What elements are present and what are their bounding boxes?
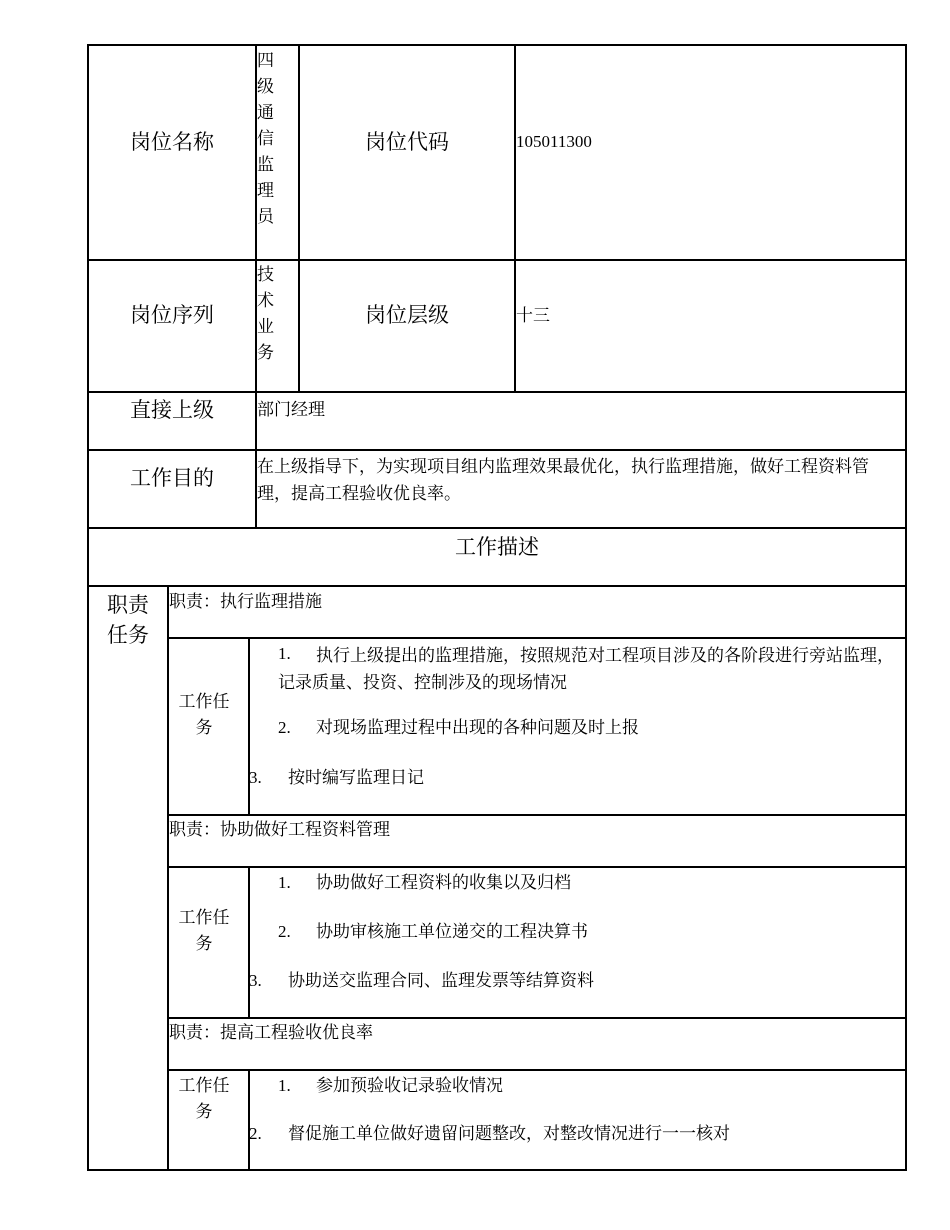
- task-number: 1.: [278, 1076, 291, 1095]
- task-label: 工作任务: [178, 908, 230, 953]
- job-code-value: 105011300: [516, 132, 592, 151]
- task-text: 协助送交监理合同、监理发票等结算资料: [288, 971, 594, 990]
- job-name-label: 岗位名称: [130, 130, 214, 154]
- task-text: 协助审核施工单位递交的工程决算书: [316, 922, 588, 941]
- duty-title: 职责：执行监理措施: [169, 592, 322, 611]
- task-text: 按时编写监理日记: [288, 768, 424, 787]
- task-number: 1.: [278, 873, 291, 892]
- duty-title: 职责：提高工程验收优良率: [169, 1023, 373, 1042]
- job-sequence-label: 岗位序列: [130, 303, 214, 327]
- task-text: 执行上级提出的监理措施，按照规范对工程项目涉及的各阶段进行旁站监理，记录质量、投资、控制涉及的现场情况: [278, 646, 894, 692]
- task-number: 2.: [278, 922, 291, 941]
- task-label: 工作任务: [178, 1076, 230, 1121]
- section-title: 工作描述: [455, 535, 539, 559]
- job-sequence-value: 技术业务: [257, 265, 274, 362]
- purpose-value: 在上级指导下，为实现项目组内监理效果最优化，执行监理措施，做好工程资料管理，提高工程验收优良率。: [257, 457, 869, 503]
- task-label: 工作任务: [178, 692, 230, 737]
- job-code-label: 岗位代码: [365, 130, 449, 154]
- job-level-value: 十三: [516, 306, 550, 325]
- superior-value: 部门经理: [257, 400, 325, 419]
- superior-label: 直接上级: [130, 398, 214, 422]
- purpose-label: 工作目的: [130, 466, 214, 490]
- duty-title: 职责：协助做好工程资料管理: [169, 820, 390, 839]
- task-text: 协助做好工程资料的收集以及归档: [316, 873, 571, 892]
- task-text: 参加预验收记录验收情况: [316, 1076, 503, 1095]
- job-name-value: 四级通信监理员: [257, 51, 274, 226]
- task-text: 督促施工单位做好遗留问题整改，对整改情况进行一一核对: [288, 1124, 730, 1143]
- duty-column-label: 职责任务: [107, 593, 149, 647]
- task-number: 2.: [278, 718, 291, 737]
- task-text: 对现场监理过程中出现的各种问题及时上报: [316, 718, 639, 737]
- job-level-label: 岗位层级: [365, 303, 449, 327]
- task-number: 1.: [278, 644, 291, 663]
- task-number: 2.: [249, 1124, 262, 1143]
- task-number: 3.: [249, 971, 262, 990]
- task-number: 3.: [249, 768, 262, 787]
